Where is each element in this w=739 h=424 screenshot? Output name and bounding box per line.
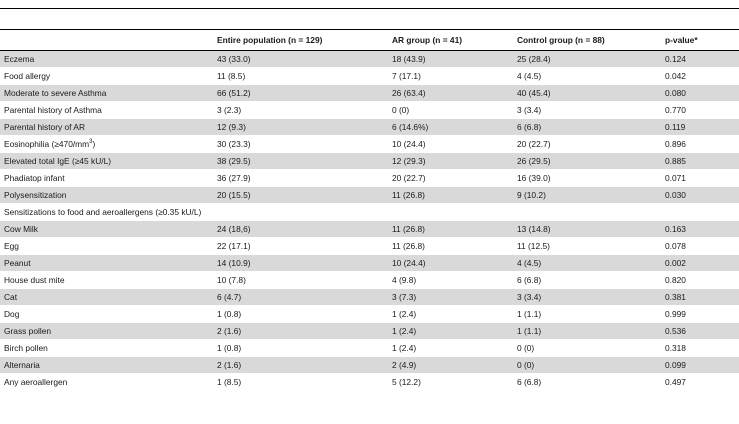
row-label-cell [0, 306, 213, 323]
cell-entire-population: 20 (15.5) [213, 187, 388, 204]
header-ar-group: AR group (n = 41) [388, 30, 513, 51]
table-row [0, 187, 739, 204]
table-row [0, 153, 739, 170]
table-row [0, 221, 739, 238]
cell-control-group: 16 (39.0) [513, 170, 661, 187]
header-entire-population: Entire population (n = 129) [213, 30, 388, 51]
cell-control-group: 11 (12.5) [513, 238, 661, 255]
cell-ar-group: 4 (9.8) [388, 272, 513, 289]
table-row [0, 238, 739, 255]
row-label-cell [0, 238, 213, 255]
row-label-cell [0, 102, 213, 119]
cell-ar-group: 1 (2.4) [388, 306, 513, 323]
cell-p-value: 0.381 [661, 289, 739, 306]
cell-control-group: 26 (29.5) [513, 153, 661, 170]
cell-entire-population: 22 (17.1) [213, 238, 388, 255]
row-label-cell [0, 187, 213, 204]
section-row [0, 204, 739, 221]
cell-entire-population: 11 (8.5) [213, 68, 388, 85]
cell-p-value: 0.002 [661, 255, 739, 272]
cell-control-group: 6 (6.8) [513, 119, 661, 136]
header-variable [0, 30, 213, 51]
table-row [0, 323, 739, 340]
cell-p-value: 0.770 [661, 102, 739, 119]
row-label-cell [0, 255, 213, 272]
cell-p-value: 0.078 [661, 238, 739, 255]
cell-control-group: 0 (0) [513, 357, 661, 374]
cell-control-group: 1 (1.1) [513, 306, 661, 323]
table-row [0, 170, 739, 187]
table-row [0, 272, 739, 289]
cell-p-value: 0.820 [661, 272, 739, 289]
row-label: Alternaria [4, 360, 40, 370]
table-row [0, 289, 739, 306]
cell-p-value: 0.885 [661, 153, 739, 170]
cell-entire-population: 2 (1.6) [213, 323, 388, 340]
cell-p-value: 0.099 [661, 357, 739, 374]
header-p-value: p-value* [661, 30, 739, 51]
table-row [0, 255, 739, 272]
cell-ar-group: 1 (2.4) [388, 323, 513, 340]
row-label-cell [0, 136, 213, 153]
cell-ar-group: 20 (22.7) [388, 170, 513, 187]
cell-control-group: 3 (3.4) [513, 289, 661, 306]
row-label-cell [0, 221, 213, 238]
cell-ar-group: 11 (26.8) [388, 238, 513, 255]
cell-ar-group: 10 (24.4) [388, 255, 513, 272]
cell-entire-population: 2 (1.6) [213, 357, 388, 374]
row-label: Polysensitization [4, 190, 67, 200]
cell-control-group: 4 (4.5) [513, 255, 661, 272]
cell-ar-group: 3 (7.3) [388, 289, 513, 306]
cell-entire-population: 14 (10.9) [213, 255, 388, 272]
row-label-cell [0, 374, 213, 391]
row-label: Cat [4, 292, 18, 302]
cell-control-group: 40 (45.4) [513, 85, 661, 102]
row-label: Cow Milk [4, 224, 38, 234]
cell-entire-population: 30 (23.3) [213, 136, 388, 153]
cell-entire-population: 10 (7.8) [213, 272, 388, 289]
table-row [0, 102, 739, 119]
row-label-cell [0, 68, 213, 85]
row-label: Moderate to severe Asthma [4, 88, 107, 98]
table-row [0, 340, 739, 357]
cell-entire-population: 66 (51.2) [213, 85, 388, 102]
cell-control-group: 20 (22.7) [513, 136, 661, 153]
row-label-cell [0, 272, 213, 289]
row-label: Peanut [4, 258, 31, 268]
table-header-row [0, 30, 739, 51]
table-row [0, 357, 739, 374]
cell-entire-population: 6 (4.7) [213, 289, 388, 306]
table-body [0, 51, 739, 408]
cell-entire-population: 3 (2.3) [213, 102, 388, 119]
table-row [0, 85, 739, 102]
cell-entire-population: 1 (0.8) [213, 340, 388, 357]
cell-ar-group: 18 (43.9) [388, 51, 513, 68]
cell-control-group: 25 (28.4) [513, 51, 661, 68]
row-label-superscript: 3 [89, 139, 93, 146]
row-label-cell [0, 340, 213, 357]
cell-p-value: 0.896 [661, 136, 739, 153]
row-label-cell [0, 289, 213, 306]
row-label: Elevated total IgE (≥45 kU/L) [4, 156, 112, 166]
row-label-cell [0, 85, 213, 102]
cell-ar-group: 1 (2.4) [388, 340, 513, 357]
cell-ar-group: 7 (17.1) [388, 68, 513, 85]
cell-entire-population: 38 (29.5) [213, 153, 388, 170]
table-row [0, 136, 739, 153]
row-label-cell [0, 119, 213, 136]
row-label: House dust mite [4, 275, 65, 285]
cell-entire-population: 36 (27.9) [213, 170, 388, 187]
row-label: Grass pollen [4, 326, 52, 336]
table-top-rule [0, 8, 739, 9]
cell-ar-group: 11 (26.8) [388, 187, 513, 204]
cell-p-value: 0.999 [661, 306, 739, 323]
row-label: Eosinophilia (≥470/mm [4, 139, 90, 149]
row-label-cell [0, 153, 213, 170]
cell-control-group: 9 (10.2) [513, 187, 661, 204]
table-row [0, 68, 739, 85]
cell-control-group: 3 (3.4) [513, 102, 661, 119]
cell-entire-population: 43 (33.0) [213, 51, 388, 68]
row-label: Dog [4, 309, 20, 319]
cell-ar-group: 2 (4.9) [388, 357, 513, 374]
table-row [0, 51, 739, 68]
cell-ar-group: 12 (29.3) [388, 153, 513, 170]
row-label: Eczema [4, 54, 35, 64]
cell-ar-group: 0 (0) [388, 102, 513, 119]
cell-entire-population: 24 (18,6) [213, 221, 388, 238]
cell-control-group: 6 (6.8) [513, 272, 661, 289]
row-label-cell [0, 170, 213, 187]
cell-ar-group: 5 (12.2) [388, 374, 513, 391]
cell-p-value: 0.318 [661, 340, 739, 357]
cell-p-value: 0.163 [661, 221, 739, 238]
table-row [0, 374, 739, 391]
cell-entire-population: 1 (8.5) [213, 374, 388, 391]
cell-control-group: 4 (4.5) [513, 68, 661, 85]
section-label: Sensitizations to food and aeroallergens (≥0.35 kU/L) [0, 204, 739, 221]
row-label: Food allergy [4, 71, 51, 81]
cell-p-value: 0.124 [661, 51, 739, 68]
cell-ar-group: 11 (26.8) [388, 221, 513, 238]
row-label: Any aeroallergen [4, 377, 68, 387]
row-label-cell [0, 323, 213, 340]
cell-ar-group: 26 (63.4) [388, 85, 513, 102]
results-table [0, 29, 739, 408]
cell-p-value: 0.071 [661, 170, 739, 187]
cell-p-value: 0.497 [661, 374, 739, 391]
row-label: Parental history of Asthma [4, 105, 102, 115]
bottom-rule-cell [0, 391, 739, 408]
cell-ar-group: 6 (14.6%) [388, 119, 513, 136]
cell-ar-group: 10 (24.4) [388, 136, 513, 153]
header-control-group: Control group (n = 88) [513, 30, 661, 51]
row-label-cell [0, 51, 213, 68]
cell-control-group: 1 (1.1) [513, 323, 661, 340]
cell-control-group: 13 (14.8) [513, 221, 661, 238]
cell-p-value: 0.042 [661, 68, 739, 85]
row-label-cell [0, 357, 213, 374]
table-row [0, 119, 739, 136]
row-label: Birch pollen [4, 343, 48, 353]
cell-entire-population: 12 (9.3) [213, 119, 388, 136]
row-label: Parental history of AR [4, 122, 85, 132]
cell-control-group: 0 (0) [513, 340, 661, 357]
cell-control-group: 6 (6.8) [513, 374, 661, 391]
cell-p-value: 0.080 [661, 85, 739, 102]
cell-p-value: 0.119 [661, 119, 739, 136]
table-bottom-rule [0, 391, 739, 408]
row-label: Phadiatop infant [4, 173, 65, 183]
row-label-suffix: ) [92, 139, 96, 149]
cell-p-value: 0.536 [661, 323, 739, 340]
row-label: Egg [4, 241, 19, 251]
cell-p-value: 0.030 [661, 187, 739, 204]
table-row [0, 306, 739, 323]
cell-entire-population: 1 (0.8) [213, 306, 388, 323]
